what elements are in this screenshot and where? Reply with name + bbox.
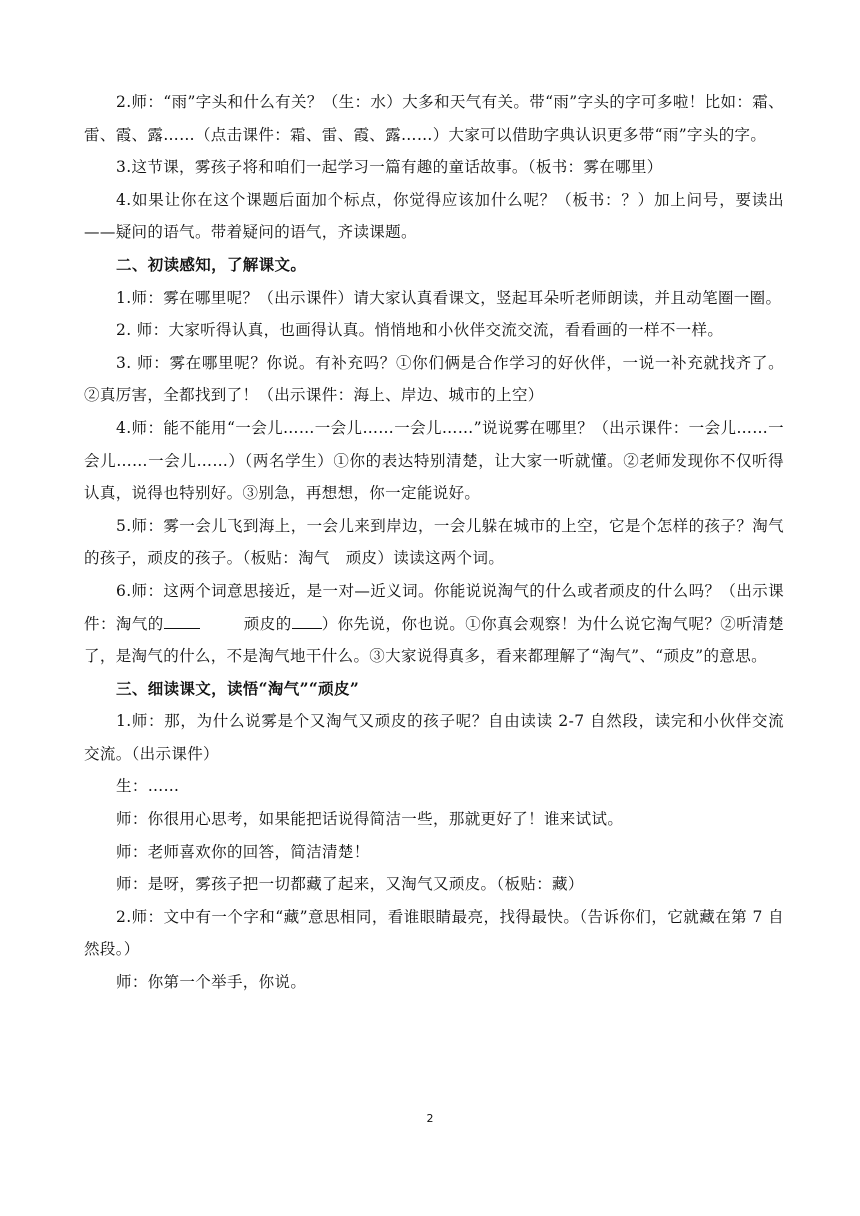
paragraph-read-text: 1.师：雾在哪里呢？（出示课件）请大家认真看课文，竖起耳朵听老师朗读，并且动笔圈一圈。 <box>116 288 782 307</box>
section-heading-3: 三、细读课文，读悟“淘气”“顽皮” <box>116 678 360 698</box>
paragraph-teacher-1: 师：你很用心思考，如果能把话说得简洁一些，那就更好了！谁来试试。 <box>116 810 624 829</box>
section-heading-2: 二、初读感知，了解课文。 <box>116 254 307 274</box>
fill-blank-1 <box>164 610 200 629</box>
paragraph-discuss: 2. 师：大家听得认真，也画得认真。悄悄地和小伙伴交流交流，看看画的一样不一样。 <box>116 321 724 340</box>
synonym-text-a: 6.师：这两个词意思接近，是一对—近义词。你能说说淘气的什么或者顽皮的什么吗？（出示课件：淘气的 <box>84 581 784 633</box>
paragraph-where-fog: 3. 师：雾在哪里呢？你说。有补充吗？①你们俩是合作学习的好伙伴，一说一补充就找齐了。②真厉害，全都找到了！（出示课件：海上、岸边、城市的上空） <box>84 353 784 405</box>
synonym-text-c: ）你先说，你也说。①你真会观察！为什么说它淘气呢？②听清楚了，是淘气的什么，不是淘气地干什么。③大家说得真多，看来都理解了“淘气”、“顽皮”的意思。 <box>84 614 784 666</box>
paragraph-teacher-3: 师：是呀，雾孩子把一切都藏了起来，又淘气又顽皮。（板贴：藏） <box>116 875 584 894</box>
paragraph-rain-radical: 2.师：“雨”字头和什么有关？（生：水）大多和天气有关。带“雨”字头的字可多啦！比如：霜、雷、霞、露……（点击课件：霜、雷、霞、露……）大家可以借助字典认识更多带“雨”字头的字。 <box>84 93 784 144</box>
paragraph-why-naughty: 1.师：那，为什么说雾是个又淘气又顽皮的孩子呢？自由读读 2-7 自然段，读完和小伙伴交流交流。（出示课件） <box>84 712 784 763</box>
paragraph-naughty-child: 5.师：雾一会儿飞到海上，一会儿来到岸边，一会儿躲在城市的上空，它是个怎样的孩子？淘气的孩子，顽皮的孩子。（板贴：淘气 顽皮）读读这两个词。 <box>84 516 784 568</box>
fill-blank-2 <box>292 610 322 629</box>
paragraph-hide-word: 2.师：文中有一个字和“藏”意思相同，看谁眼睛最亮，找得最快。（告诉你们，它就藏在第 7 自然段。） <box>84 907 784 959</box>
paragraph-punctuation: 4.如果让你在这个课题后面加个标点，你觉得应该加什么呢？（板书：？）加上问号，要读出——疑问的语气。带着疑问的语气，齐读课题。 <box>84 190 784 242</box>
paragraph-teacher-2: 师：老师喜欢你的回答，简洁清楚！ <box>116 842 370 861</box>
paragraph-student: 生：…… <box>116 777 180 796</box>
document-body <box>84 86 784 999</box>
synonym-text-b: 顽皮的 <box>243 614 292 633</box>
paragraph-lesson-intro: 3.这节课，雾孩子将和咱们一起学习一篇有趣的童话故事。（板书：雾在哪里） <box>116 158 663 177</box>
paragraph-sentence-pattern: 4.师：能不能用“一会儿……一会儿……一会儿……”说说雾在哪里？（出示课件：一会儿……一会儿……一会儿……）（两名学生）①你的表达特别清楚，让大家一听就懂。②老师发现你不仅听得认真，说得也特别好。③别急，再想想，你一定能说好。 <box>84 418 784 503</box>
paragraph-synonyms <box>84 575 784 673</box>
page-number: 2 <box>426 1112 434 1125</box>
paragraph-teacher-4: 师：你第一个举手，你说。 <box>116 973 307 992</box>
